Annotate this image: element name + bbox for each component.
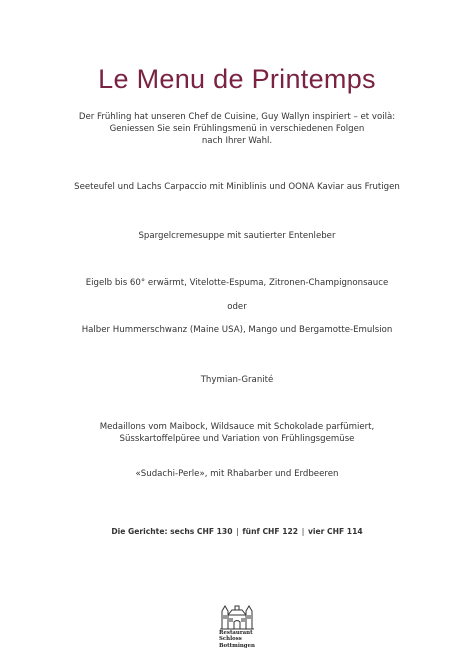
intro-line: Der Frühling hat unseren Chef de Cuisine, Guy Wallyn inspiriert – et voilà: xyxy=(78,112,396,122)
logo-text xyxy=(211,630,263,649)
restaurant-logo xyxy=(211,602,263,666)
course-soup: Spargelcremesuppe mit sautierter Entenleber xyxy=(138,231,336,241)
logo-line: Restaurant xyxy=(219,630,253,636)
course-dessert: «Sudachi-Perle», mit Rhabarber und Erdbeeren xyxy=(135,469,339,479)
price-separator: | xyxy=(301,527,305,536)
price-option-six: Die Gerichte: sechs CHF 130 xyxy=(111,527,233,536)
intro-line: Geniessen Sie sein Frühlingsmenü in verschiedenen Folgen xyxy=(109,124,365,134)
menu-intro xyxy=(0,111,474,147)
course-sorbet: Thymian-Granité xyxy=(200,375,274,385)
logo-line: Schloss xyxy=(219,636,242,643)
intro-line: nach Ihrer Wahl. xyxy=(201,136,273,146)
price-option-four: vier CHF 114 xyxy=(307,527,363,536)
course-main-line-1: Medaillons vom Maibock, Wildsauce mit Schokolade parfümiert, xyxy=(99,422,375,432)
course-main-line-2: Süsskartoffelpüree und Variation von Frühlingsgemüse xyxy=(119,434,355,444)
course-or-divider: oder xyxy=(227,302,247,312)
castle-icon xyxy=(219,602,255,630)
menu-title: Le Menu de Printemps xyxy=(98,64,376,94)
course-starter: Seeteufel und Lachs Carpaccio mit Miniblinis und OONA Kaviar aus Frutigen xyxy=(74,182,400,192)
course-intermediate-option-1: Eigelb bis 60° erwärmt, Vitelotte-Espuma, Zitronen-Champignonsauce xyxy=(85,278,389,288)
price-option-five: fünf CHF 122 xyxy=(242,527,299,536)
price-separator: | xyxy=(236,527,239,536)
price-line xyxy=(0,527,474,536)
logo-line: Bottmingen xyxy=(219,642,255,649)
course-intermediate-option-2: Halber Hummerschwanz (Maine USA), Mango und Bergamotte-Emulsion xyxy=(81,325,393,335)
